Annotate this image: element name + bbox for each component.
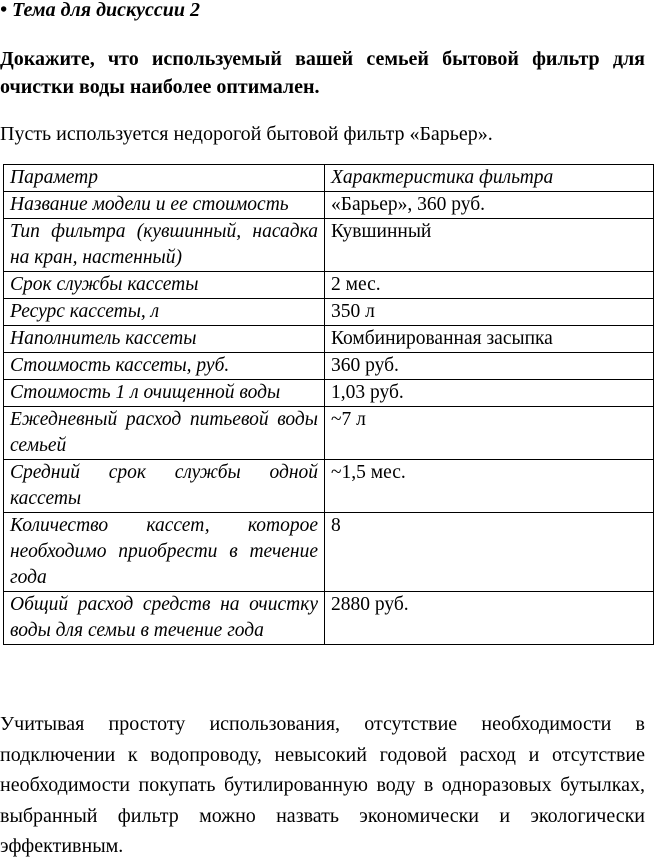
value-cell: 360 руб. xyxy=(325,353,654,380)
header-cell-parameter: Параметр xyxy=(4,165,325,192)
param-cell: Название модели и ее стоимость xyxy=(4,192,325,219)
param-cell: Общий расход средств на очистку воды для семьи в течение года xyxy=(4,592,325,645)
table-row xyxy=(4,299,654,326)
header-cell-characteristic: Характеристика фильтра xyxy=(325,165,654,192)
table-row xyxy=(4,353,654,380)
task-statement: Докажите, что используемый вашей семьей бытовой фильтр для очистки воды наиболее оптимален. xyxy=(0,48,645,98)
filter-spec-table xyxy=(3,164,654,645)
value-cell: 1,03 руб. xyxy=(325,380,654,407)
param-cell: Стоимость 1 л очищенной воды xyxy=(4,380,325,407)
value-cell: 2880 руб. xyxy=(325,592,654,645)
discussion-topic-heading: • Тема для дискуссии 2 xyxy=(0,0,200,21)
param-cell: Стоимость кассеты, руб. xyxy=(4,353,325,380)
param-cell: Ежедневный расход питьевой воды семьей xyxy=(4,407,325,460)
table-header-row xyxy=(4,165,654,192)
table-row xyxy=(4,592,654,645)
param-cell: Наполнитель кассеты xyxy=(4,326,325,353)
table-row xyxy=(4,460,654,513)
value-cell: 2 мес. xyxy=(325,272,654,299)
value-cell: «Барьер», 360 руб. xyxy=(325,192,654,219)
table-row xyxy=(4,326,654,353)
param-cell: Тип фильтра (кувшинный, насадка на кран, настенный) xyxy=(4,219,325,272)
param-cell: Срок службы кассеты xyxy=(4,272,325,299)
param-cell: Количество кассет, которое необходимо приобрести в течение года xyxy=(4,513,325,592)
table-row xyxy=(4,219,654,272)
value-cell: ~7 л xyxy=(325,407,654,460)
value-cell: 350 л xyxy=(325,299,654,326)
conclusion-paragraph: Учитывая простоту использования, отсутствие необходимости в подключении к водопроводу, невысокий годовой расход и отсутствие необходимости покупать бутилированную воду в одноразовых бутылках, выбранный фильтр можно назвать экономически и экологически эффективным. xyxy=(0,713,645,857)
table-row xyxy=(4,380,654,407)
value-cell: Комбинированная засыпка xyxy=(325,326,654,353)
value-cell: 8 xyxy=(325,513,654,592)
table-row xyxy=(4,192,654,219)
value-cell: ~1,5 мес. xyxy=(325,460,654,513)
table-row xyxy=(4,513,654,592)
table-row xyxy=(4,272,654,299)
intro-paragraph: Пусть используется недорогой бытовой фильтр «Барьер». xyxy=(0,123,493,145)
table-row xyxy=(4,407,654,460)
value-cell: Кувшинный xyxy=(325,219,654,272)
param-cell: Средний срок службы одной кассеты xyxy=(4,460,325,513)
param-cell: Ресурс кассеты, л xyxy=(4,299,325,326)
